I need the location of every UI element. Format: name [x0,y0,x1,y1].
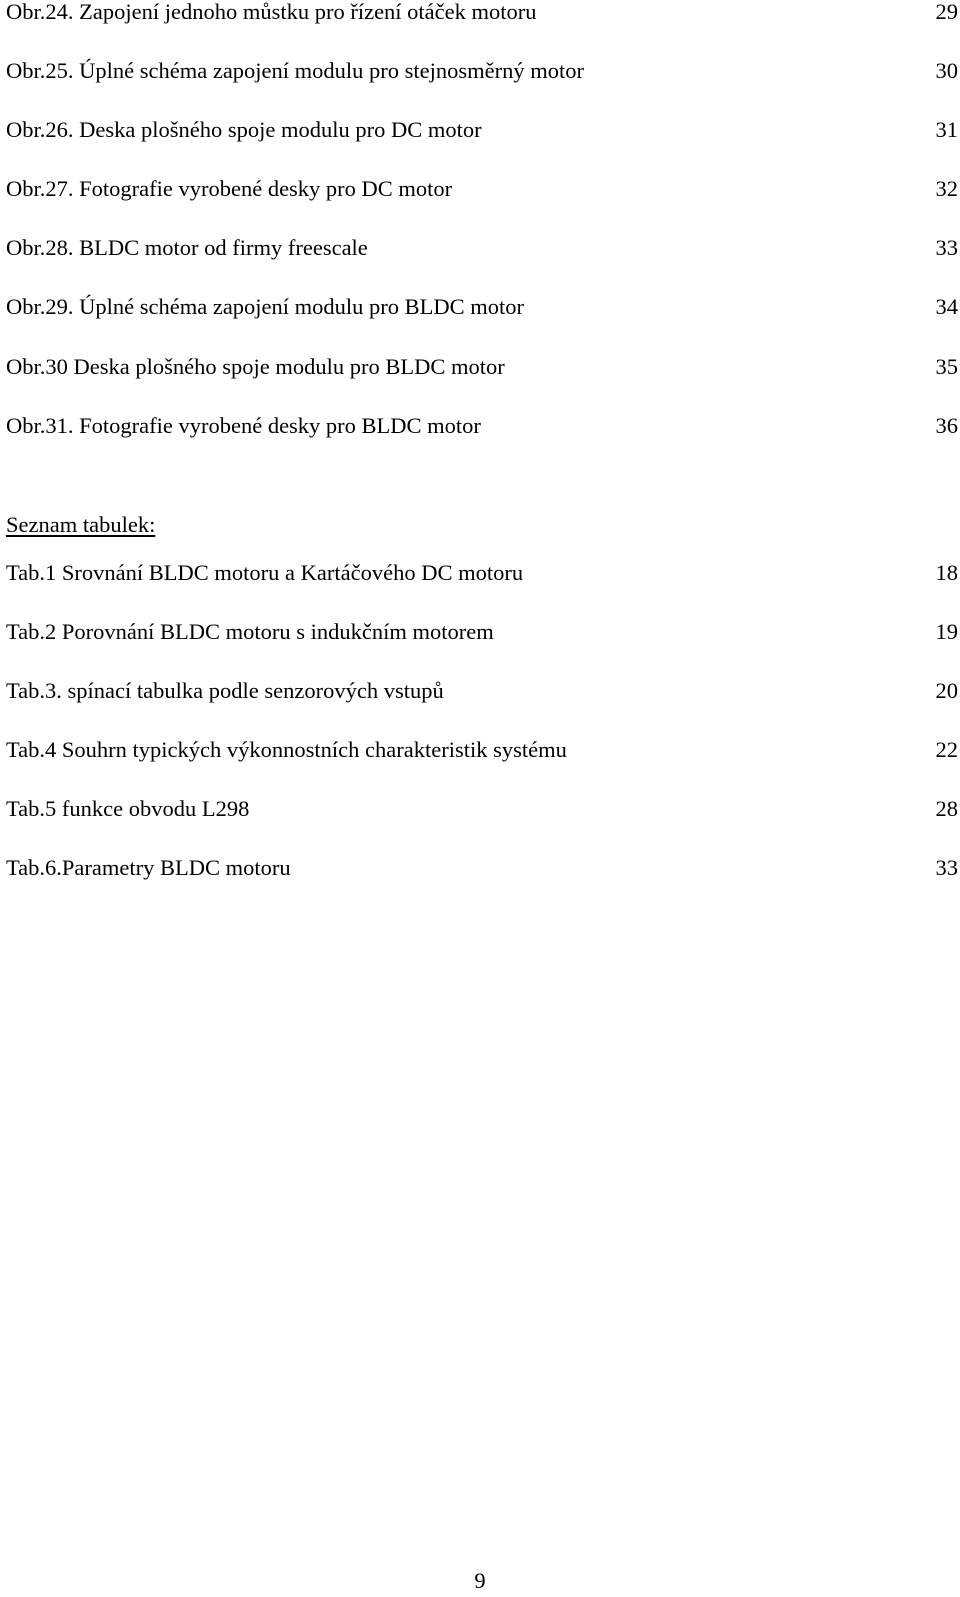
table-entry [6,556,958,590]
figure-entry-label: Obr.24. Zapojení jednoho můstku pro řízení otáček motoru [6,0,537,24]
table-entry-label: Tab.1 Srovnání BLDC motoru a Kartáčového DC motoru [6,560,524,585]
figure-entry-page: 35 [935,354,958,379]
table-entry-page: 33 [935,855,958,880]
figure-entry [6,113,958,147]
table-entry-label: Tab.6.Parametry BLDC motoru [6,855,291,880]
table-entry [6,851,958,885]
figure-entry [6,409,958,443]
figure-entry-label: Obr.28. BLDC motor od firmy freescale [6,235,368,260]
figure-entry-page: 31 [935,117,958,142]
figure-entry [6,290,958,324]
page-number: 9 [474,1568,486,1593]
figure-entry-label: Obr.26. Deska plošného spoje modulu pro DC motor [6,117,482,142]
figure-entry-label: Obr.27. Fotografie vyrobené desky pro DC motor [6,176,453,201]
figure-entry [6,350,958,384]
table-entry-label: Tab.5 funkce obvodu L298 [6,796,250,821]
figure-entry-label: Obr.25. Úplné schéma zapojení modulu pro stejnosměrný motor [6,58,585,83]
table-entry-label: Tab.3. spínací tabulka podle senzorových vstupů [6,678,444,703]
figure-entry-label: Obr.29. Úplné schéma zapojení modulu pro BLDC motor [6,294,525,319]
table-entry-page: 18 [935,560,958,585]
table-entry-label: Tab.4 Souhrn typických výkonnostních charakteristik systému [6,737,567,762]
table-entry-label: Tab.2 Porovnání BLDC motoru s indukčním motorem [6,619,494,644]
figure-entry [6,231,958,265]
table-entry-page: 28 [935,796,958,821]
figure-entry-label: Obr.31. Fotografie vyrobené desky pro BLDC motor [6,413,481,438]
figure-entry-page: 29 [935,0,958,24]
tables-list-heading: Seznam tabulek: [6,512,156,537]
table-entry [6,615,958,649]
table-entry-page: 22 [935,737,958,762]
table-entry-page: 19 [935,619,958,644]
table-entry [6,674,958,708]
figure-entry-page: 32 [935,176,958,201]
figure-entry-page: 36 [935,413,958,438]
table-entry [6,733,958,767]
figure-entry [6,54,958,88]
figure-entry-page: 33 [935,235,958,260]
table-entry-page: 20 [935,678,958,703]
figure-entry-page: 34 [935,294,958,319]
table-entry [6,792,958,826]
figure-entry-page: 30 [935,58,958,83]
figure-entry [6,0,958,29]
figure-entry-label: Obr.30 Deska plošného spoje modulu pro BLDC motor [6,354,505,379]
figure-entry [6,172,958,206]
